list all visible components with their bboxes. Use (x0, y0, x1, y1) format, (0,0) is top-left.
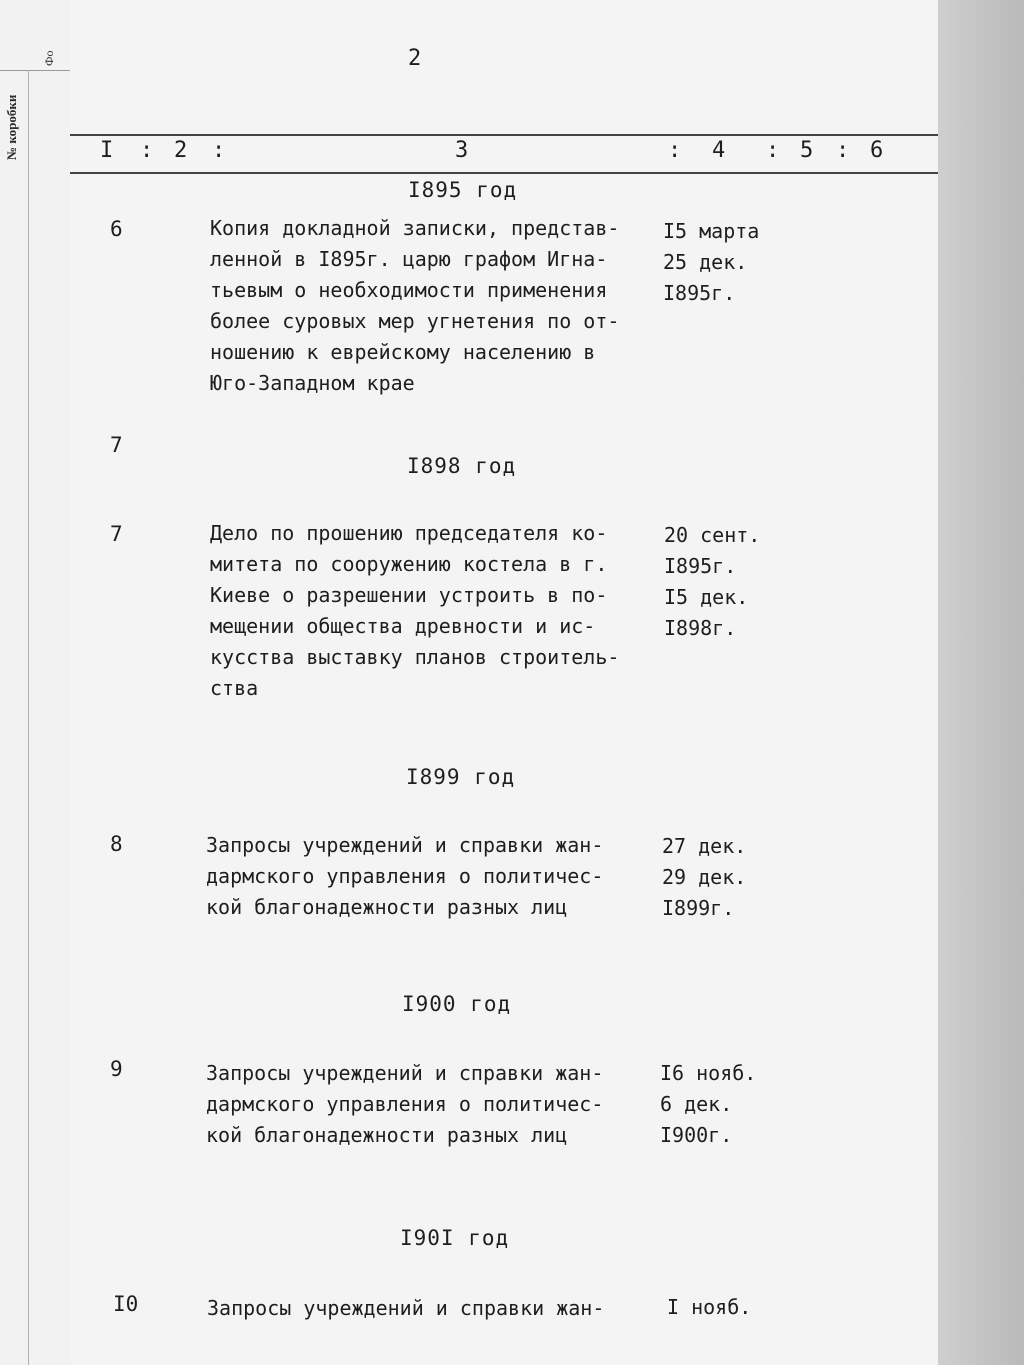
table-header-top-rule (70, 134, 938, 136)
year-heading: I900 год (402, 992, 512, 1016)
table-header-bottom-rule (70, 172, 938, 174)
column-separator: : (212, 138, 226, 163)
column-header-4: 4 (712, 138, 726, 163)
year-heading: I895 год (408, 178, 518, 202)
column-separator: : (668, 138, 682, 163)
entry-dates: I6 нояб. 6 дек. I900г. (660, 1061, 757, 1147)
entry-number: 6 (110, 217, 123, 241)
column-header-2: 2 (174, 138, 188, 163)
entry-number: 8 (110, 832, 123, 856)
column-separator: : (836, 138, 850, 163)
binding-margin-line (28, 70, 29, 1365)
entry-description: Дело по прошению председателя ко- митета по сооружению костела в г. Киеве о разрешении устроить в по- мещении общества древности и ис- кусства выставку планов строитель- ства (210, 521, 620, 700)
column-header-6: 6 (870, 138, 884, 163)
entry-description: Запросы учреждений и справки жан- (207, 1296, 605, 1320)
entry-number: I0 (113, 1292, 139, 1316)
fond-label: Фо (42, 50, 56, 66)
year-heading: I898 год (407, 454, 517, 478)
box-number-label: № коробки (4, 94, 19, 160)
year-heading: I899 год (406, 765, 516, 789)
page-number: 2 (408, 46, 422, 71)
column-header-3: 3 (455, 138, 469, 163)
entry-dates: 27 дек. 29 дек. I899г. (662, 834, 747, 920)
entry-description: Запросы учреждений и справки жан- дармского управления о политичес- кой благонадежности разных лиц (206, 1061, 604, 1147)
entry-description: Запросы учреждений и справки жан- дармского управления о политичес- кой благонадежности разных лиц (206, 833, 604, 919)
entry-dates: 20 сент. I895г. I5 дек. I898г. (664, 523, 761, 640)
column-header-1: I (100, 138, 114, 163)
column-separator: : (140, 138, 154, 163)
binding-divider (0, 70, 70, 71)
column-header-5: 5 (800, 138, 814, 163)
entry-description: Копия докладной записки, представ- ленной в I895г. царю графом Игна- тьевым о необходимости применения более суровых мер угнетения по от- ношению к еврейскому населению в Юго-Западном крае (210, 216, 620, 395)
stray-entry-number: 7 (110, 433, 123, 457)
entry-dates: I нояб. (667, 1295, 752, 1319)
page-edge-shadow (938, 0, 1024, 1365)
year-heading: I90I год (400, 1226, 510, 1250)
entry-dates: I5 марта 25 дек. I895г. (663, 219, 760, 305)
column-separator: : (766, 138, 780, 163)
binding-strip (0, 0, 72, 1365)
entry-number: 9 (110, 1057, 123, 1081)
entry-number: 7 (110, 522, 123, 546)
